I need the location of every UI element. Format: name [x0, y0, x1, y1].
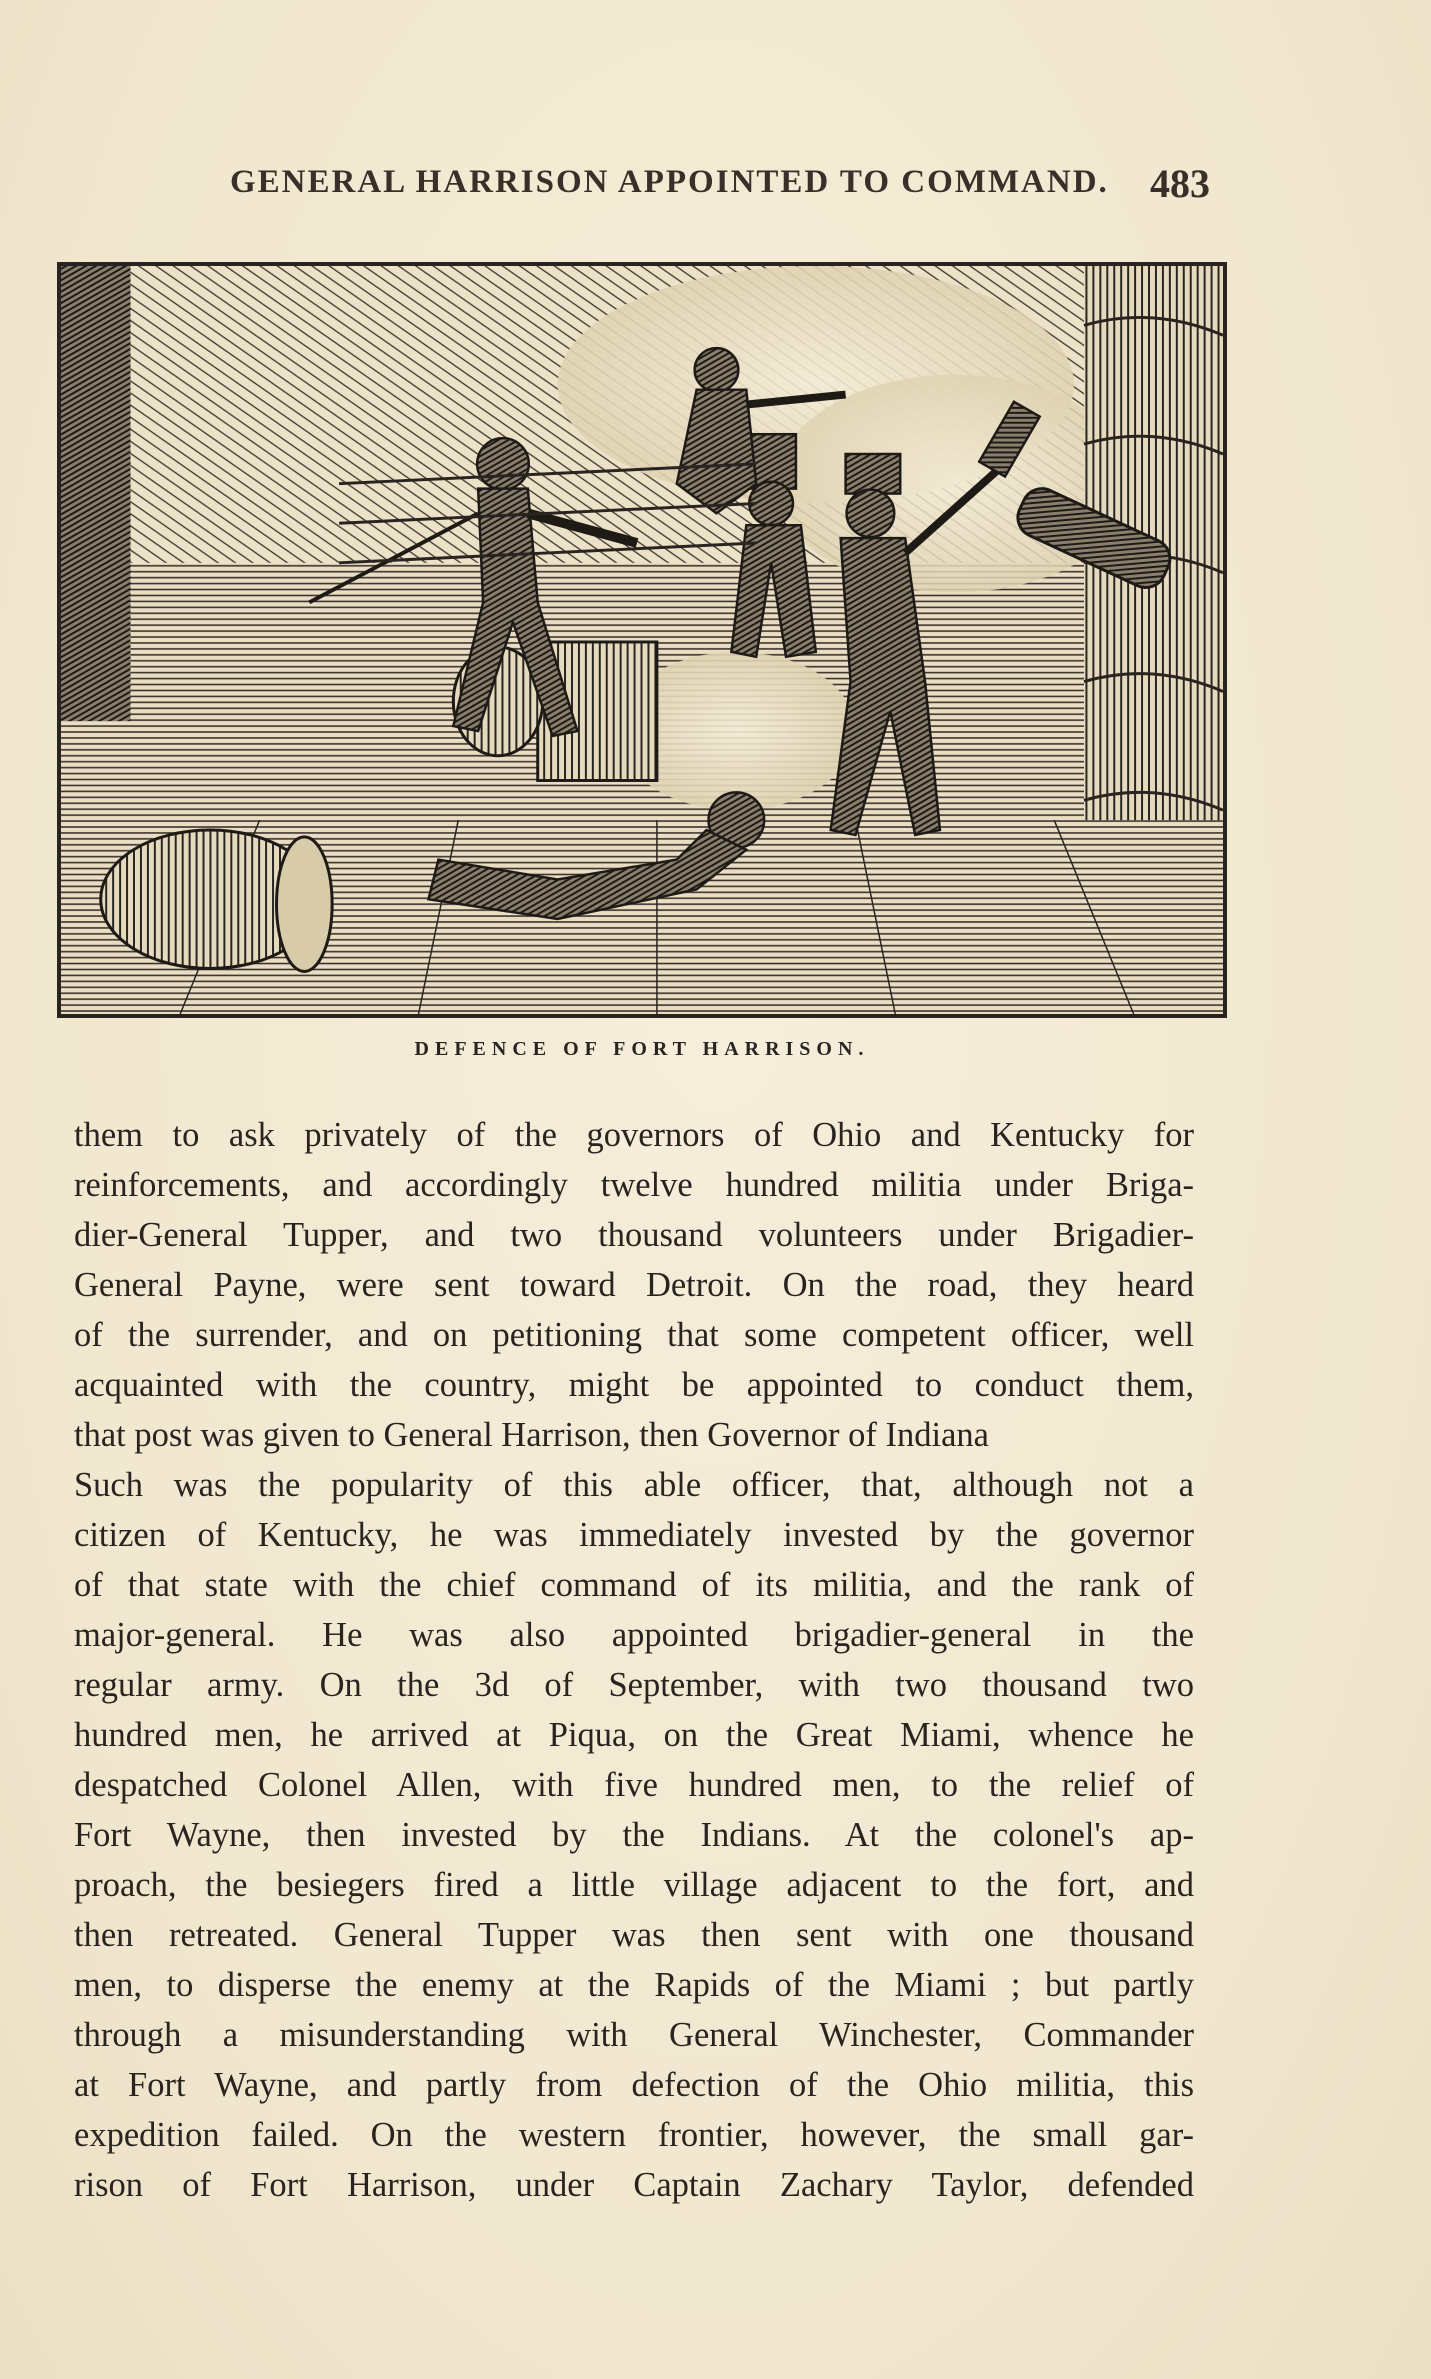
- text-line: rison of Fort Harrison, under Captain Zachary Taylor, defended: [74, 2166, 1194, 2204]
- text-line: them to ask privately of the governors of Ohio and Kentucky for: [74, 1116, 1194, 1154]
- text-line: men, to disperse the enemy at the Rapids of the Miami ; but partly: [74, 1966, 1194, 2004]
- engraving-illustration: [57, 262, 1227, 1018]
- text-line: despatched Colonel Allen, with five hundred men, to the relief of: [74, 1766, 1194, 1804]
- text-line: proach, the besiegers fired a little village adjacent to the fort, and: [74, 1866, 1194, 1904]
- running-head: [230, 160, 1210, 210]
- text-line: at Fort Wayne, and partly from defection of the Ohio militia, this: [74, 2066, 1194, 2104]
- text-line: of the surrender, and on petitioning that some competent officer, well: [74, 1316, 1194, 1354]
- barrel-left: [101, 830, 332, 971]
- text-line: Fort Wayne, then invested by the Indians. At the colonel's ap-: [74, 1816, 1194, 1854]
- text-line: citizen of Kentucky, he was immediately invested by the governor: [74, 1516, 1194, 1554]
- text-line: expedition failed. On the western frontier, however, the small gar-: [74, 2116, 1194, 2154]
- text-line: hundred men, he arrived at Piqua, on the Great Miami, whence he: [74, 1716, 1194, 1754]
- text-line: regular army. On the 3d of September, with two thousand two: [74, 1666, 1194, 1704]
- running-title: GENERAL HARRISON APPOINTED TO COMMAND.: [230, 164, 1109, 200]
- figure-caption: DEFENCE OF FORT HARRISON.: [414, 1038, 870, 1060]
- text-line: then retreated. General Tupper was then sent with one thousand: [74, 1916, 1194, 1954]
- text-line: through a misunderstanding with General Winchester, Commander: [74, 2016, 1194, 2054]
- text-line: General Payne, were sent toward Detroit. On the road, they heard: [74, 1266, 1194, 1304]
- text-line: reinforcements, and accordingly twelve hundred militia under Briga-: [74, 1166, 1194, 1204]
- text-line: acquainted with the country, might be appointed to conduct them,: [74, 1366, 1194, 1404]
- text-line: dier-General Tupper, and two thousand volunteers under Brigadier-: [74, 1216, 1194, 1254]
- text-line: that post was given to General Harrison, then Governor of Indiana: [74, 1416, 989, 1454]
- text-line: Such was the popularity of this able officer, that, although not a: [74, 1466, 1194, 1504]
- body-text: [74, 1110, 1194, 2210]
- text-line: of that state with the chief command of its militia, and the rank of: [74, 1566, 1194, 1604]
- text-line: major-general. He was also appointed brigadier-general in the: [74, 1616, 1194, 1654]
- engraving-drawing: [61, 266, 1223, 1014]
- page-number: 483: [1150, 161, 1210, 206]
